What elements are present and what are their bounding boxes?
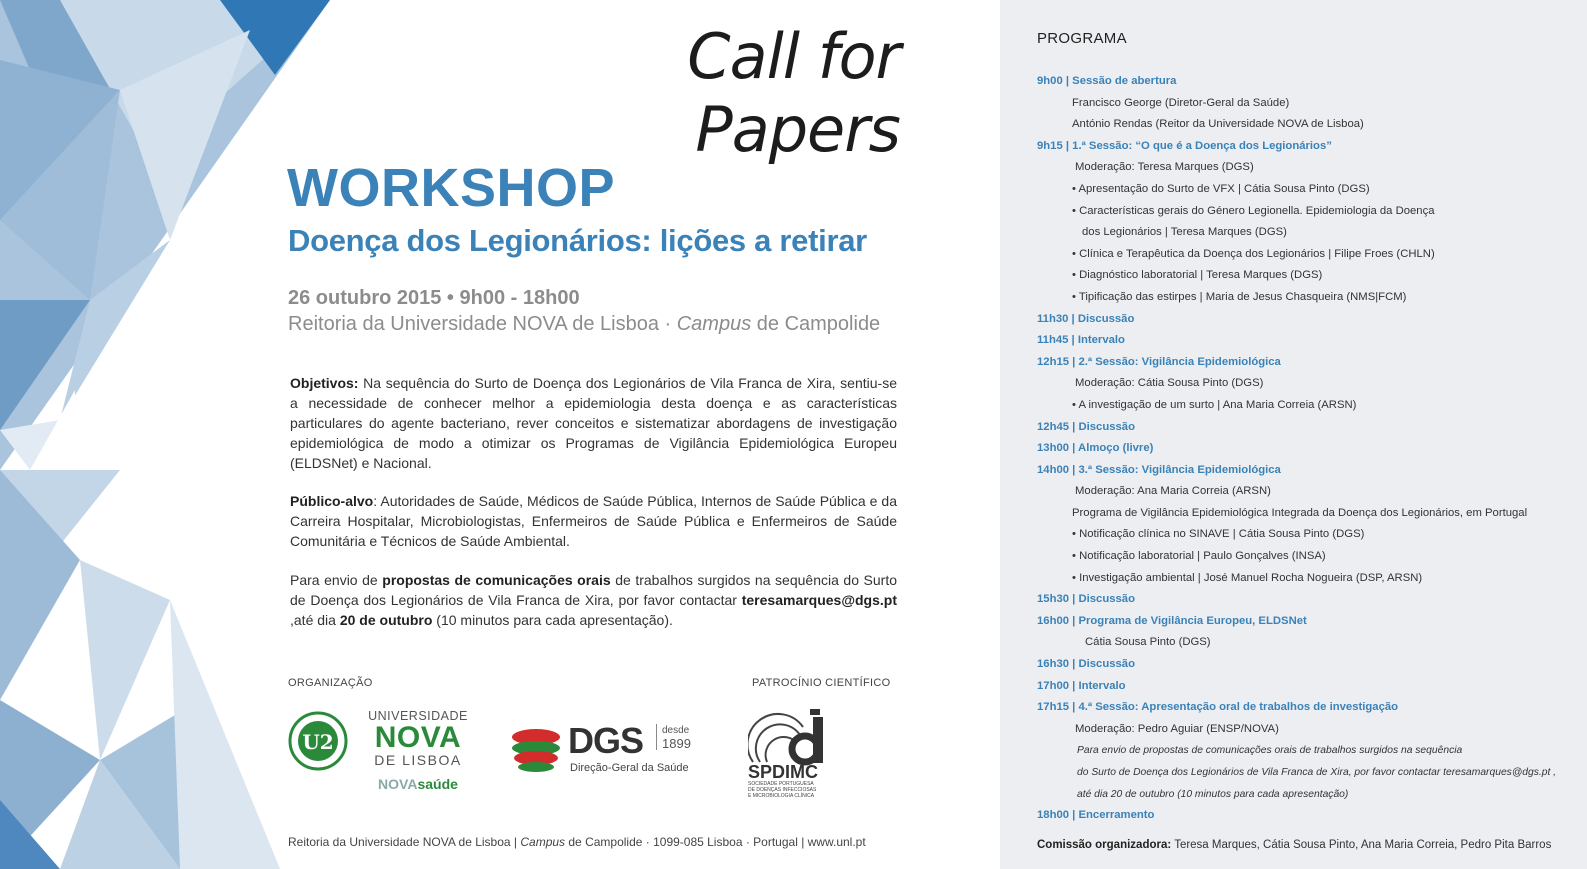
program-time-slot: 17h00 | Intervalo [1037, 679, 1126, 692]
program-time-slot: 9h00 | Sessão de abertura [1037, 75, 1177, 87]
dgs-logo: DGS desde 1899 Direção-Geral da Saúde [510, 720, 700, 780]
program-entry: Moderação: Pedro Aguiar (ENSP/NOVA) [1075, 722, 1279, 735]
program-time-slot: 13h00 | Almoço (livre) [1037, 442, 1154, 455]
program-entry: Programa de Vigilância Epidemiológica Integrada da Doença dos Legionários, em Portugal [1072, 506, 1528, 519]
program-entry: Moderação: Ana Maria Correia (ARSN) [1075, 485, 1271, 498]
program-time-slot: 11h30 | Discussão [1037, 312, 1135, 325]
contact-email[interactable]: teresamarques@dgs.pt [741, 592, 897, 608]
program-time-slot: 12h15 | 2.ª Sessão: Vigilância Epidemiológica [1037, 355, 1281, 368]
organizing-committee: Comissão organizadora: Teresa Marques, Cátia Sousa Pinto, Ana Maria Correia, Pedro Pita Barros [1037, 839, 1552, 851]
sponsorship-label: PATROCÍNIO CIENTÍFICO [752, 677, 891, 689]
unl-name: UNIVERSIDADE NOVA DE LISBOA NOVAsaúde [368, 709, 468, 792]
program-entry: • Características gerais do Género Legionella. Epidemiologia da Doença [1072, 204, 1435, 217]
dgs-stripes-icon [510, 724, 562, 774]
program-entry: Moderação: Cátia Sousa Pinto (DGS) [1075, 377, 1264, 390]
footer-address: Reitoria da Universidade NOVA de Lisboa | Campus de Campolide · 1099-085 Lisboa · Portugal | www.unl.pt [288, 835, 866, 849]
organization-label: ORGANIZAÇÃO [288, 677, 373, 689]
spdimc-logo: SPDIMC SOCIEDADE PORTUGUESA DE DOENÇAS INFECCIOSAS E MICROBIOLOGIA CLÍNICA [748, 707, 838, 799]
program-entry: Francisco George (Diretor-Geral da Saúde) [1072, 96, 1290, 109]
program-time-slot: 14h00 | 3.ª Sessão: Vigilância Epidemiológica [1037, 463, 1281, 476]
program-entry: • A investigação de um surto | Ana Maria Correia (ARSN) [1072, 398, 1357, 411]
program-time-slot: 17h15 | 4.ª Sessão: Apresentação oral de trabalhos de investigação [1037, 701, 1399, 714]
objectives-paragraph: Objetivos: Na sequência do Surto de Doença dos Legionários de Vila Franca de Xira, sentiu-se a necessidade de conhecer melhor a epidemiologia desta doença e as características particulares do agente bacteriano, rever conceitos e sistematizar abordagens de investigação epidemiológica de modo a otimizar os Programas de Vigilância Epidemiológica Europeu (ELDSNet) e Nacional. [290, 375, 897, 471]
program-time-slot: 12h45 | Discussão [1037, 420, 1135, 433]
program-entry: • Investigação ambiental | José Manuel Rocha Nogueira (DSP, ARSN) [1072, 571, 1423, 584]
call-for-papers-title: Call for Papers [687, 20, 900, 166]
workshop-heading: WORKSHOP [287, 158, 615, 218]
event-venue: Reitoria da Universidade NOVA de Lisboa · Campus de Campolide [288, 313, 881, 335]
program-time-slot: 9h15 | 1.ª Sessão: “O que é a Doença dos Legionários” [1037, 139, 1332, 152]
event-date: 26 outubro 2015 • 9h00 - 18h00 [288, 287, 580, 309]
program-list [1037, 71, 1577, 827]
svg-text:U2: U2 [302, 730, 334, 754]
program-heading: PROGRAMA [1037, 30, 1127, 47]
program-entry: • Diagnóstico laboratorial | Teresa Marques (DGS) [1072, 269, 1323, 282]
program-time-slot: 16h00 | Programa de Vigilância Europeu, ELDSNet [1037, 614, 1307, 627]
program-entry: • Tipificação das estirpes | Maria de Jesus Chasqueira (NMS|FCM) [1072, 290, 1407, 303]
program-entry: dos Legionários | Teresa Marques (DGS) [1082, 226, 1287, 239]
spdimc-mark-icon [748, 707, 838, 767]
program-time-slot: 11h45 | Intervalo [1037, 334, 1125, 347]
program-entry: • Apresentação do Surto de VFX | Cátia Sousa Pinto (DGS) [1072, 182, 1370, 195]
program-entry: Cátia Sousa Pinto (DGS) [1085, 636, 1211, 649]
program-entry: até dia 20 de outubro (10 minutos para cada apresentação) [1077, 788, 1349, 800]
unl-logo [288, 711, 473, 801]
submission-paragraph: Para envio de propostas de comunicações orais de trabalhos surgidos na sequência do Surto de Doença dos Legionários de Vila Franca de Xira, por favor contactar teresamarques@dgs.pt ,até dia 20 de outubro (10 minutos para cada apresentação). [290, 572, 898, 628]
program-time-slot: 18h00 | Encerramento [1037, 809, 1155, 822]
program-entry: • Clínica e Terapêutica da Doença dos Legionários | Filipe Froes (CHLN) [1072, 247, 1435, 260]
audience-paragraph: Público-alvo: Autoridades de Saúde, Médicos de Saúde Pública, Internos de Saúde Pública e da Carreira Hospitalar, Microbiologistas, Enfermeiros de Saúde Pública e Enfermeiros de Saúde Comunitária e Técnicos de Saúde Ambiental. [290, 493, 897, 549]
program-entry: do Surto de Doença dos Legionários de Vila Franca de Xira, por favor contactar teresamarques@dgs.pt , [1077, 767, 1557, 778]
program-time-slot: 15h30 | Discussão [1037, 593, 1135, 606]
program-entry: • Notificação laboratorial | Paulo Gonçalves (INSA) [1072, 550, 1326, 563]
workshop-subtitle: Doença dos Legionários: lições a retirar [288, 223, 867, 258]
program-entry: António Rendas (Reitor da Universidade NOVA de Lisboa) [1072, 118, 1364, 131]
program-entry: • Notificação clínica no SINAVE | Cátia Sousa Pinto (DGS) [1072, 528, 1365, 541]
program-entry: Para envio de propostas de comunicações orais de trabalhos surgidos na sequência [1077, 745, 1463, 757]
program-entry: Moderação: Teresa Marques (DGS) [1075, 161, 1254, 174]
program-time-slot: 16h30 | Discussão [1037, 658, 1135, 671]
